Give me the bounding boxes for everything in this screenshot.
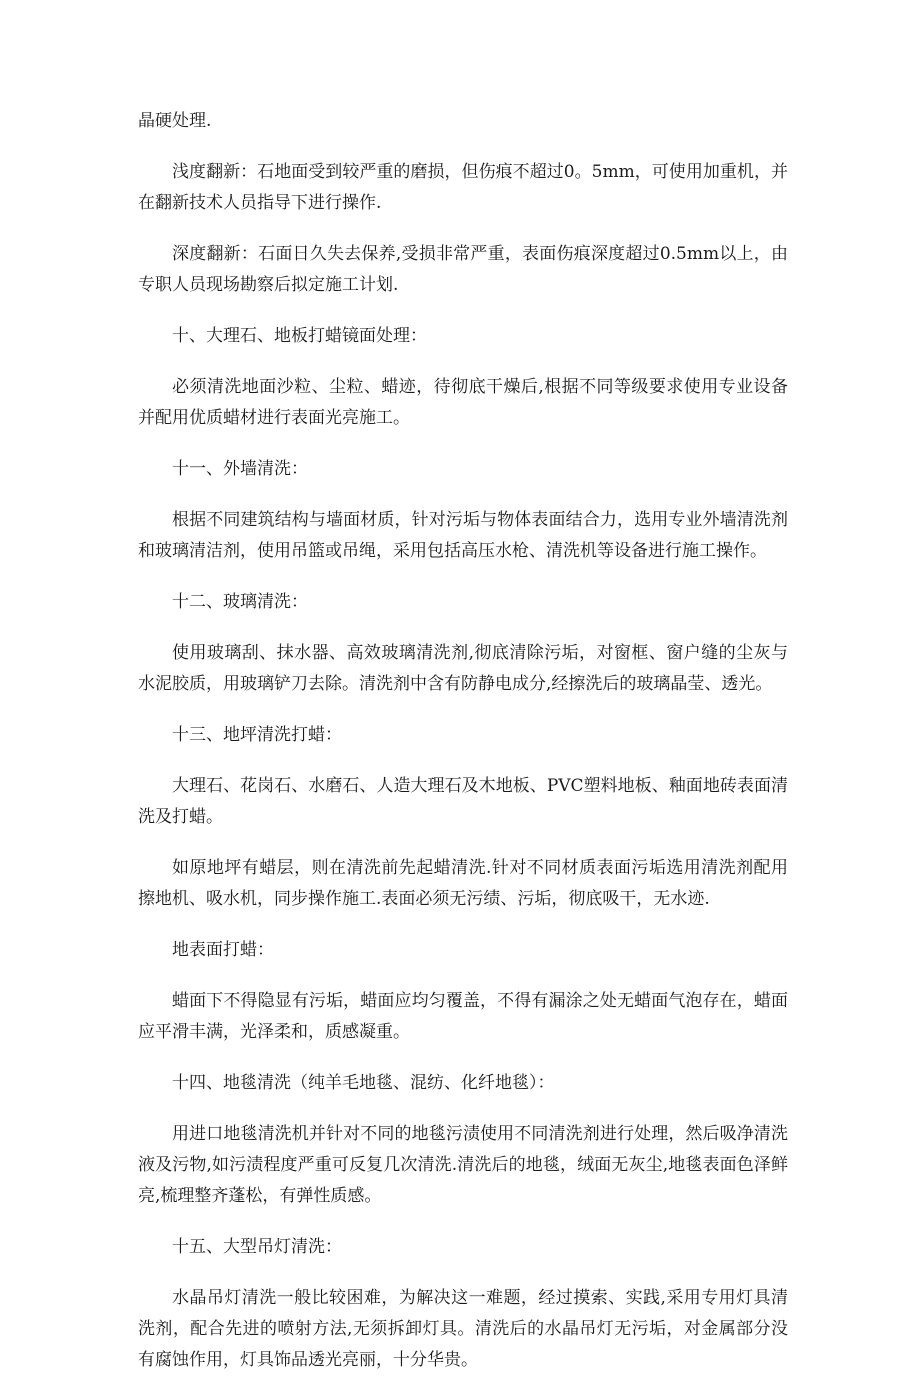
- section-heading-13: 十三、地坪清洗打蜡：: [172, 725, 342, 745]
- paragraph-carpet-cleaning: 用进口地毯清洗机并针对不同的地毯污渍使用不同清洗剂进行处理，然后吸净清洗液及污物,如污渍程度严重可反复几次清洗.清洗后的地毯，绒面无灰尘,地毯表面色泽鲜亮,梳理整齐蓬松，有弹性质感。: [138, 1124, 788, 1206]
- paragraph-exterior-wall: 根据不同建筑结构与墙面材质，针对污垢与物体表面结合力，选用专业外墙清洗剂和玻璃清洁剂，使用吊篮或吊绳，采用包括高压水枪、清洗机等设备进行施工操作。: [138, 510, 788, 561]
- section-heading-10: 十、大理石、地板打蜡镜面处理：: [172, 326, 427, 346]
- paragraph-chandelier-cleaning: 水晶吊灯清洗一般比较困难，为解决这一难题，经过摸索、实践,采用专用灯具清洗剂，配合先进的喷射方法,无须拆卸灯具。清洗后的水晶吊灯无污垢，对金属部分没有腐蚀作用，灯具饰品透光亮丽，十分华贵。: [138, 1288, 788, 1370]
- paragraph-deep-renovation: 深度翻新：石面日久失去保养,受损非常严重，表面伤痕深度超过0.5mm以上，由专职人员现场勘察后拟定施工计划.: [138, 244, 788, 295]
- document-body: [138, 106, 788, 1396]
- paragraph-floor-materials: 大理石、花岗石、水磨石、人造大理石及木地板、PVC塑料地板、釉面地砖表面清洗及打蜡。: [138, 776, 788, 827]
- paragraph-shallow-renovation: 浅度翻新：石地面受到较严重的磨损，但伤痕不超过0。5mm，可使用加重机，并在翻新技术人员指导下进行操作.: [138, 162, 788, 213]
- paragraph-floor-stripping: 如原地坪有蜡层，则在清洗前先起蜡清洗.针对不同材质表面污垢选用清洗剂配用擦地机、吸水机，同步操作施工.表面必须无污绩、污垢，彻底吸干，无水迹.: [138, 858, 788, 909]
- section-heading-14: 十四、地毯清洗（纯羊毛地毯、混纺、化纤地毯）：: [172, 1073, 555, 1093]
- paragraph-continuation: 晶硬处理.: [138, 111, 212, 131]
- section-heading-11: 十一、外墙清洗：: [172, 459, 308, 479]
- subheading-floor-waxing: 地表面打蜡：: [172, 940, 274, 960]
- section-heading-12: 十二、玻璃清洗：: [172, 592, 308, 612]
- paragraph-waxing-mirror: 必须清洗地面沙粒、尘粒、蜡迹，待彻底干燥后,根据不同等级要求使用专业设备并配用优质蜡材进行表面光亮施工。: [138, 377, 788, 428]
- paragraph-wax-standard: 蜡面下不得隐显有污垢，蜡面应均匀覆盖，不得有漏涂之处无蜡面气泡存在，蜡面应平滑丰满，光泽柔和，质感凝重。: [138, 991, 788, 1042]
- section-heading-15: 十五、大型吊灯清洗：: [172, 1237, 342, 1257]
- paragraph-glass-cleaning: 使用玻璃刮、抹水器、高效玻璃清洗剂,彻底清除污垢，对窗框、窗户缝的尘灰与水泥胶质，用玻璃铲刀去除。清洗剂中含有防静电成分,经擦洗后的玻璃晶莹、透光。: [138, 643, 788, 694]
